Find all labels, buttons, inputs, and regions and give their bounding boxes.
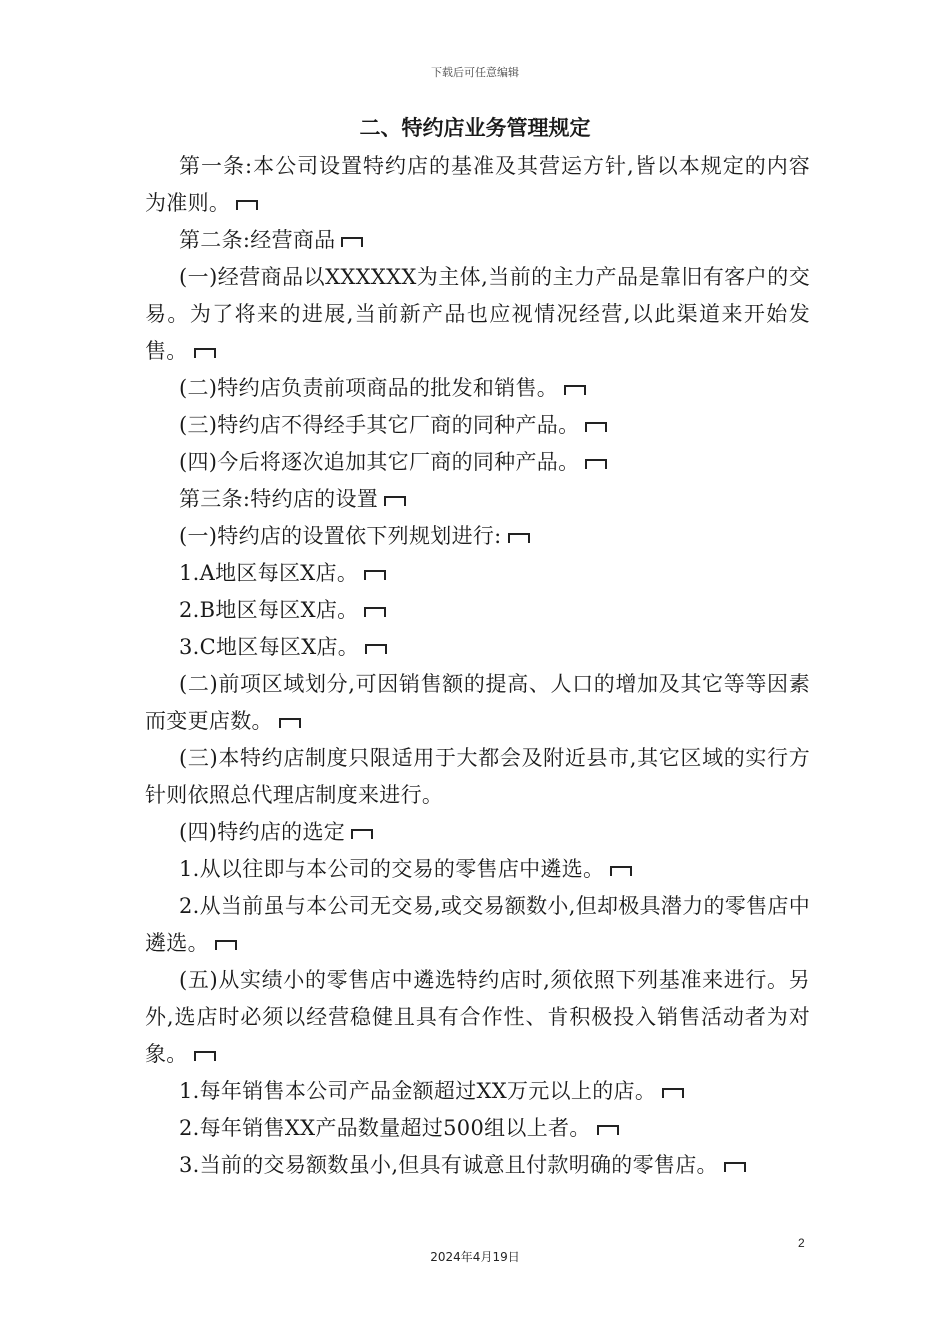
paragraph bbox=[145, 666, 810, 740]
paragraph bbox=[145, 444, 810, 481]
paragraph-mark-icon bbox=[365, 644, 387, 654]
paragraph-mark-icon bbox=[564, 385, 586, 395]
paragraph-text: 3.C地区每区X店。 bbox=[179, 635, 360, 659]
paragraph bbox=[145, 740, 810, 814]
page-number: 2 bbox=[798, 1236, 805, 1250]
document-title: 二、特约店业务管理规定 bbox=[359, 116, 591, 140]
paragraph-mark-icon bbox=[610, 866, 632, 876]
paragraph bbox=[145, 518, 810, 555]
paragraph-mark-icon bbox=[508, 533, 530, 543]
paragraph-mark-icon bbox=[194, 348, 216, 358]
paragraph-mark-icon bbox=[597, 1125, 619, 1135]
paragraph-text: (二)前项区域划分,可因销售额的提高、人口的增加及其它等等因素而变更店数。 bbox=[145, 672, 810, 733]
paragraph-text: 第二条:经营商品 bbox=[179, 228, 336, 252]
paragraph-text: 2.从当前虽与本公司无交易,或交易额数小,但却极具潜力的零售店中遴选。 bbox=[145, 894, 810, 955]
paragraph-mark-icon bbox=[384, 496, 406, 506]
paragraph-mark-icon bbox=[236, 200, 258, 210]
paragraph-mark-icon bbox=[351, 829, 373, 839]
paragraph bbox=[145, 629, 810, 666]
paragraph-mark-icon bbox=[662, 1088, 684, 1098]
document-body bbox=[145, 148, 810, 1184]
paragraph-text: (五)从实绩小的零售店中遴选特约店时,须依照下列基准来进行。另外,选店时必须以经营稳健且具有合作性、肯积极投入销售活动者为对象。 bbox=[145, 968, 810, 1066]
footer-date: 2024年4月19日 bbox=[430, 1250, 520, 1264]
paragraph-text: (四)特约店的选定 bbox=[179, 820, 346, 844]
paragraph bbox=[145, 481, 810, 518]
paragraph bbox=[145, 407, 810, 444]
paragraph-text: (二)特约店负责前项商品的批发和销售。 bbox=[179, 376, 559, 400]
paragraph bbox=[145, 962, 810, 1073]
header-note: 下载后可任意编辑 bbox=[431, 66, 519, 79]
paragraph bbox=[145, 555, 810, 592]
paragraph-mark-icon bbox=[724, 1162, 746, 1172]
paragraph-text: 1.从以往即与本公司的交易的零售店中遴选。 bbox=[179, 857, 605, 881]
paragraph-text: 1.每年销售本公司产品金额超过XX万元以上的店。 bbox=[179, 1079, 657, 1103]
paragraph-text: 第一条:本公司设置特约店的基准及其营运方针,皆以本规定的内容为准则。 bbox=[145, 154, 810, 215]
paragraph-mark-icon bbox=[194, 1051, 216, 1061]
paragraph-text: (四)今后将逐次追加其它厂商的同种产品。 bbox=[179, 450, 580, 474]
paragraph-text: 第三条:特约店的设置 bbox=[179, 487, 379, 511]
paragraph-mark-icon bbox=[364, 570, 386, 580]
paragraph-text: 3.当前的交易额数虽小,但具有诚意且付款明确的零售店。 bbox=[179, 1153, 718, 1177]
paragraph-text: 2.B地区每区X店。 bbox=[179, 598, 359, 622]
paragraph-mark-icon bbox=[279, 718, 301, 728]
paragraph-text: (一)经营商品以XXXXXX为主体,当前的主力产品是靠旧有客户的交易。为了将来的进展,当前新产品也应视情况经营,以此渠道来开始发售。 bbox=[145, 265, 810, 363]
paragraph-mark-icon bbox=[341, 237, 363, 247]
paragraph bbox=[145, 814, 810, 851]
paragraph-mark-icon bbox=[364, 607, 386, 617]
paragraph bbox=[145, 222, 810, 259]
paragraph-text: (一)特约店的设置依下列规划进行: bbox=[179, 524, 502, 548]
paragraph-mark-icon bbox=[585, 459, 607, 469]
paragraph bbox=[145, 259, 810, 370]
paragraph bbox=[145, 370, 810, 407]
paragraph bbox=[145, 148, 810, 222]
paragraph bbox=[145, 1147, 810, 1184]
paragraph bbox=[145, 1073, 810, 1110]
paragraph-text: (三)特约店不得经手其它厂商的同种产品。 bbox=[179, 413, 580, 437]
paragraph bbox=[145, 888, 810, 962]
paragraph bbox=[145, 1110, 810, 1147]
paragraph-text: 2.每年销售XX产品数量超过500组以上者。 bbox=[179, 1116, 591, 1140]
paragraph-text: (三)本特约店制度只限适用于大都会及附近县市,其它区域的实行方针则依照总代理店制度来进行。 bbox=[145, 746, 810, 807]
paragraph bbox=[145, 851, 810, 888]
paragraph-text: 1.A地区每区X店。 bbox=[179, 561, 359, 585]
paragraph-mark-icon bbox=[215, 940, 237, 950]
paragraph bbox=[145, 592, 810, 629]
paragraph-mark-icon bbox=[585, 422, 607, 432]
